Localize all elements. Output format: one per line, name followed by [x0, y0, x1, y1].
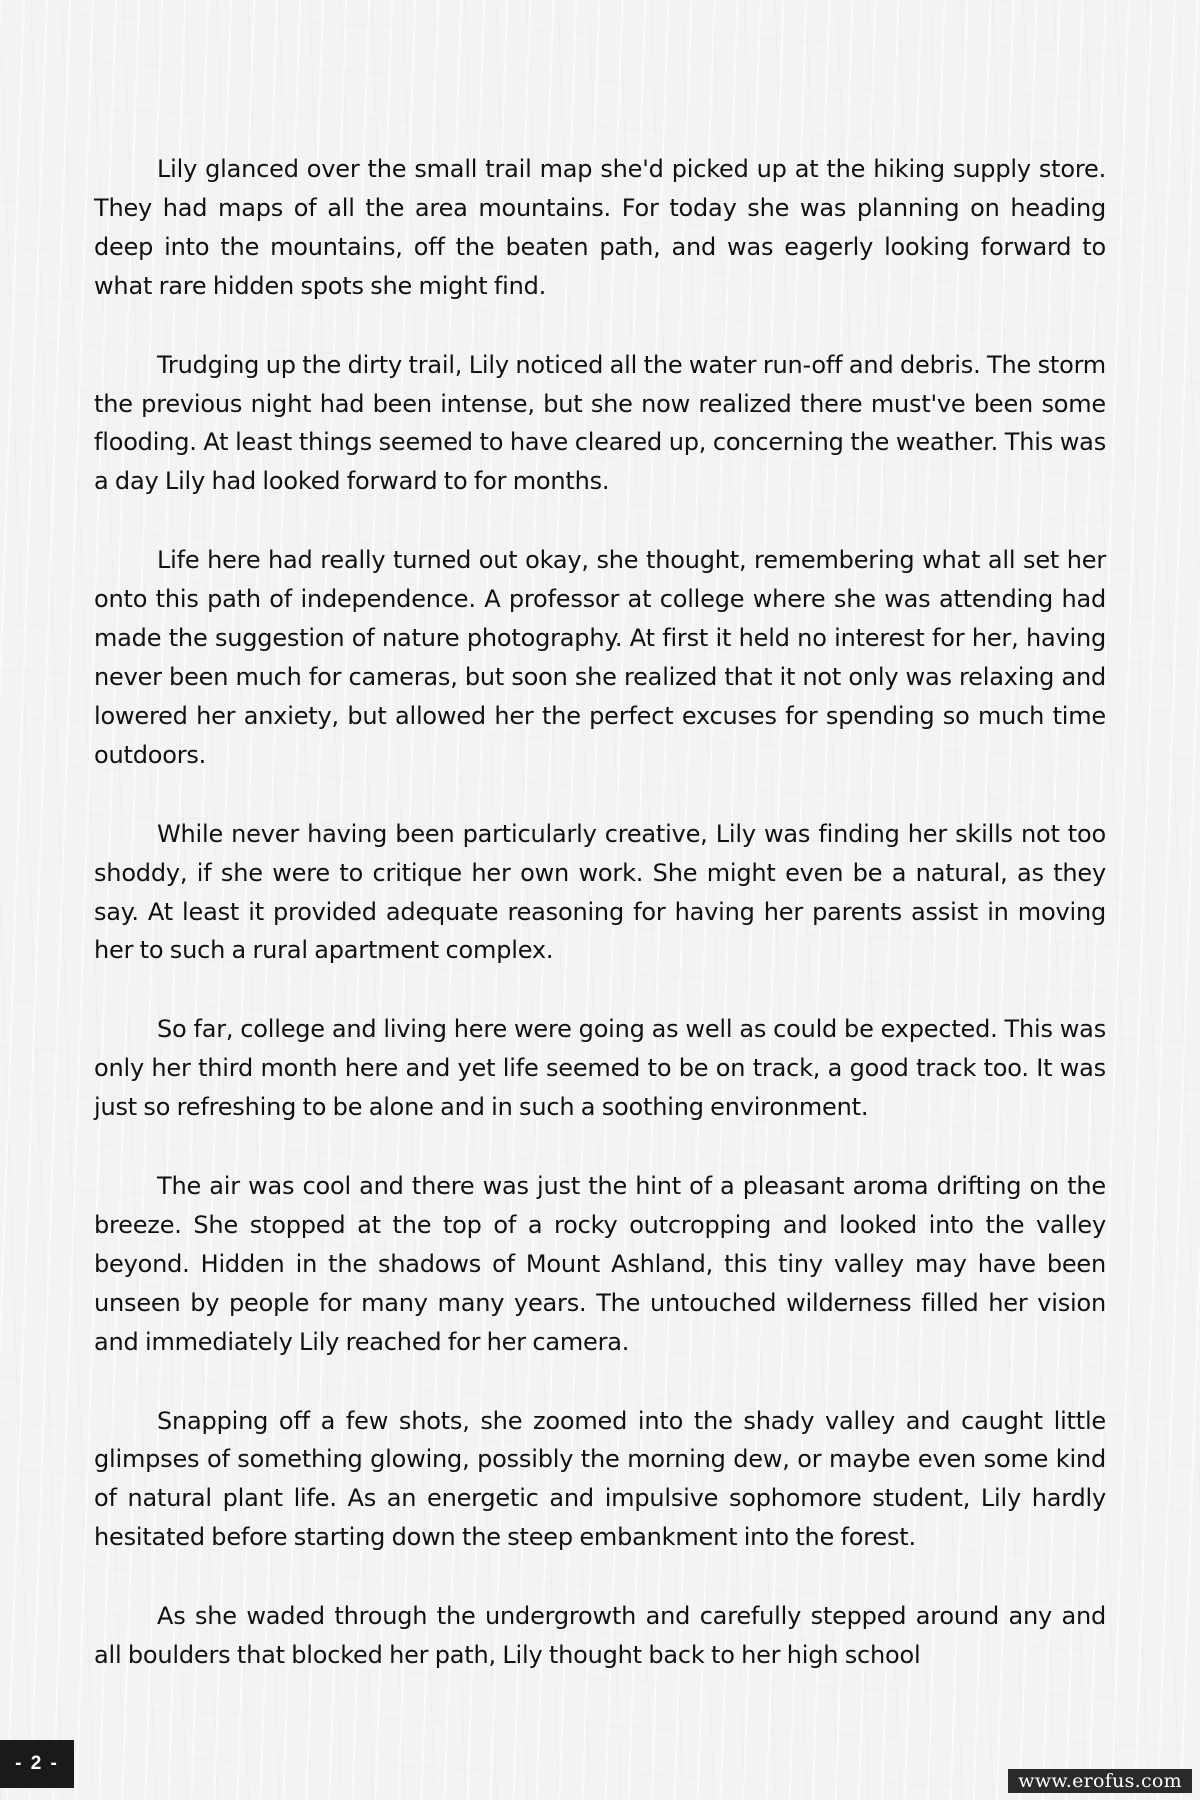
paragraph-4: While never having been particularly creative, Lily was finding her skills not too shoddy, if she were to critique her own work. She might even be a natural, as they say. At least it provided adequate reasoning for having her parents assist in moving her to such a rural apartment complex.	[94, 819, 1106, 965]
paragraph-8: As she waded through the undergrowth and carefully stepped around any and all boulders that blocked her path, Lily thought back to her high school	[94, 1602, 1106, 1670]
paragraph-1: Lily glanced over the small trail map she'd picked up at the hiking supply store. They had maps of all the area mountains. For today she was planning on heading deep into the mountains, off the beaten path, and was eagerly looking forward to what rare hidden spots she might find.	[94, 155, 1106, 300]
paragraph-2: Trudging up the dirty trail, Lily noticed all the water run-off and debris. The storm the previous night had been intense, but she now realized there must've been some flooding. At least things seemed to have cleared up, concerning the weather. This was a day Lily had looked forward to for months.	[94, 350, 1106, 496]
paragraph-6: The air was cool and there was just the hint of a pleasant aroma drifting on the breeze. She stopped at the top of a rocky outcropping and looked into the valley beyond. Hidden in the shadows of Mount Ashland, this tiny valley may have been unseen by people for many many years. The untouched wilderness filled her vision and immediately Lily reached for her camera.	[94, 1172, 1106, 1356]
paragraph-7: Snapping off a few shots, she zoomed into the shady valley and caught little glimpses of something glowing, possibly the morning dew, or maybe even some kind of natural plant life. As an energetic and impulsive sophomore student, Lily hardly hesitated before starting down the steep embankment into the forest.	[94, 1406, 1106, 1552]
page-number: - 2 -	[0, 1740, 74, 1788]
paragraph-3: Life here had really turned out okay, she thought, remembering what all set her onto this path of independence. A professor at college where she was attending had made the suggestion of nature photography. At first it held no interest for her, having never been much for cameras, but soon she realized that it not only was relaxing and lowered her anxiety, but allowed her the perfect excuses for spending so much time outdoors.	[94, 546, 1106, 769]
story-text	[94, 150, 1106, 1715]
paragraph-5: So far, college and living here were going as well as could be expected. This was only her third month here and yet life seemed to be on track, a good track too. It was just so refreshing to be alone and in such a soothing environment.	[94, 1015, 1106, 1122]
watermark: www.erofus.com	[1008, 1769, 1192, 1793]
